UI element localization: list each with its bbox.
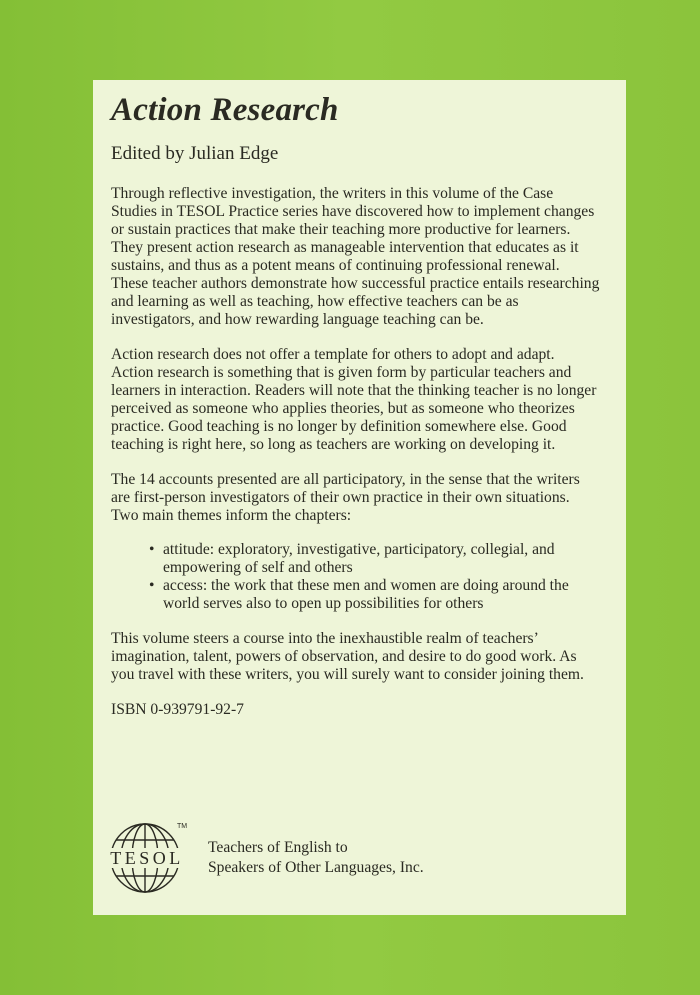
publisher-line-2: Speakers of Other Languages, Inc. <box>208 859 424 876</box>
description-paragraph-2: Action research does not offer a template for others to adopt and adapt. Action research is something that is given form by particular teachers and learners in interaction. Readers will note that the thinking teacher is no longer perceived as someone who applies theories, but as someone who theorizes practice. Good teaching is no longer by definition somewhere else. Good teaching is right here, so long as teachers are working on developing it. <box>111 346 597 453</box>
theme-access: access: the work that these men and women are doing around the world serves also to open up possibilities for others <box>163 577 569 612</box>
list-item <box>149 577 600 613</box>
description-paragraph-3: The 14 accounts presented are all participatory, in the sense that the writers are first-person investigators of their own practice in their own situations. Two main themes inform the chapters: <box>111 471 580 524</box>
publisher-name <box>208 838 424 878</box>
book-title: Action Research <box>111 92 339 128</box>
tesol-globe-logo-icon <box>107 818 199 898</box>
list-item <box>149 541 600 577</box>
description-paragraph-1: Through reflective investigation, the writers in this volume of the Case Studies in TESOL Practice series have discovered how to implement changes or sustain practices that make their teaching more productive for learners. They present action research as manageable intervention that educates as it sustains, and thus as a potent means of continuing professional renewal. These teacher authors demonstrate how successful practice entails researching and learning as well as teaching, how effective teachers can be as investigators, and how rewarding language teaching can be. <box>111 185 600 328</box>
back-cover-panel <box>93 80 626 915</box>
publisher-line-1: Teachers of English to <box>208 839 348 856</box>
theme-attitude: attitude: exploratory, investigative, participatory, collegial, and empowering of self and others <box>163 541 555 576</box>
themes-list <box>149 541 600 613</box>
editor-credit: Edited by Julian Edge <box>111 143 279 164</box>
bullet-icon: • <box>149 577 155 594</box>
isbn: ISBN 0-939791-92-7 <box>111 701 244 718</box>
trademark-mark: TM <box>177 823 188 830</box>
closing-paragraph: This volume steers a course into the inexhaustible realm of teachers’ imagination, talent, powers of observation, and desire to do good work. As you travel with these writers, you will surely want to consider joining them. <box>111 630 584 683</box>
bullet-icon: • <box>149 541 155 558</box>
publisher-block <box>107 818 424 898</box>
logo-wordmark: TESOL <box>110 848 184 868</box>
